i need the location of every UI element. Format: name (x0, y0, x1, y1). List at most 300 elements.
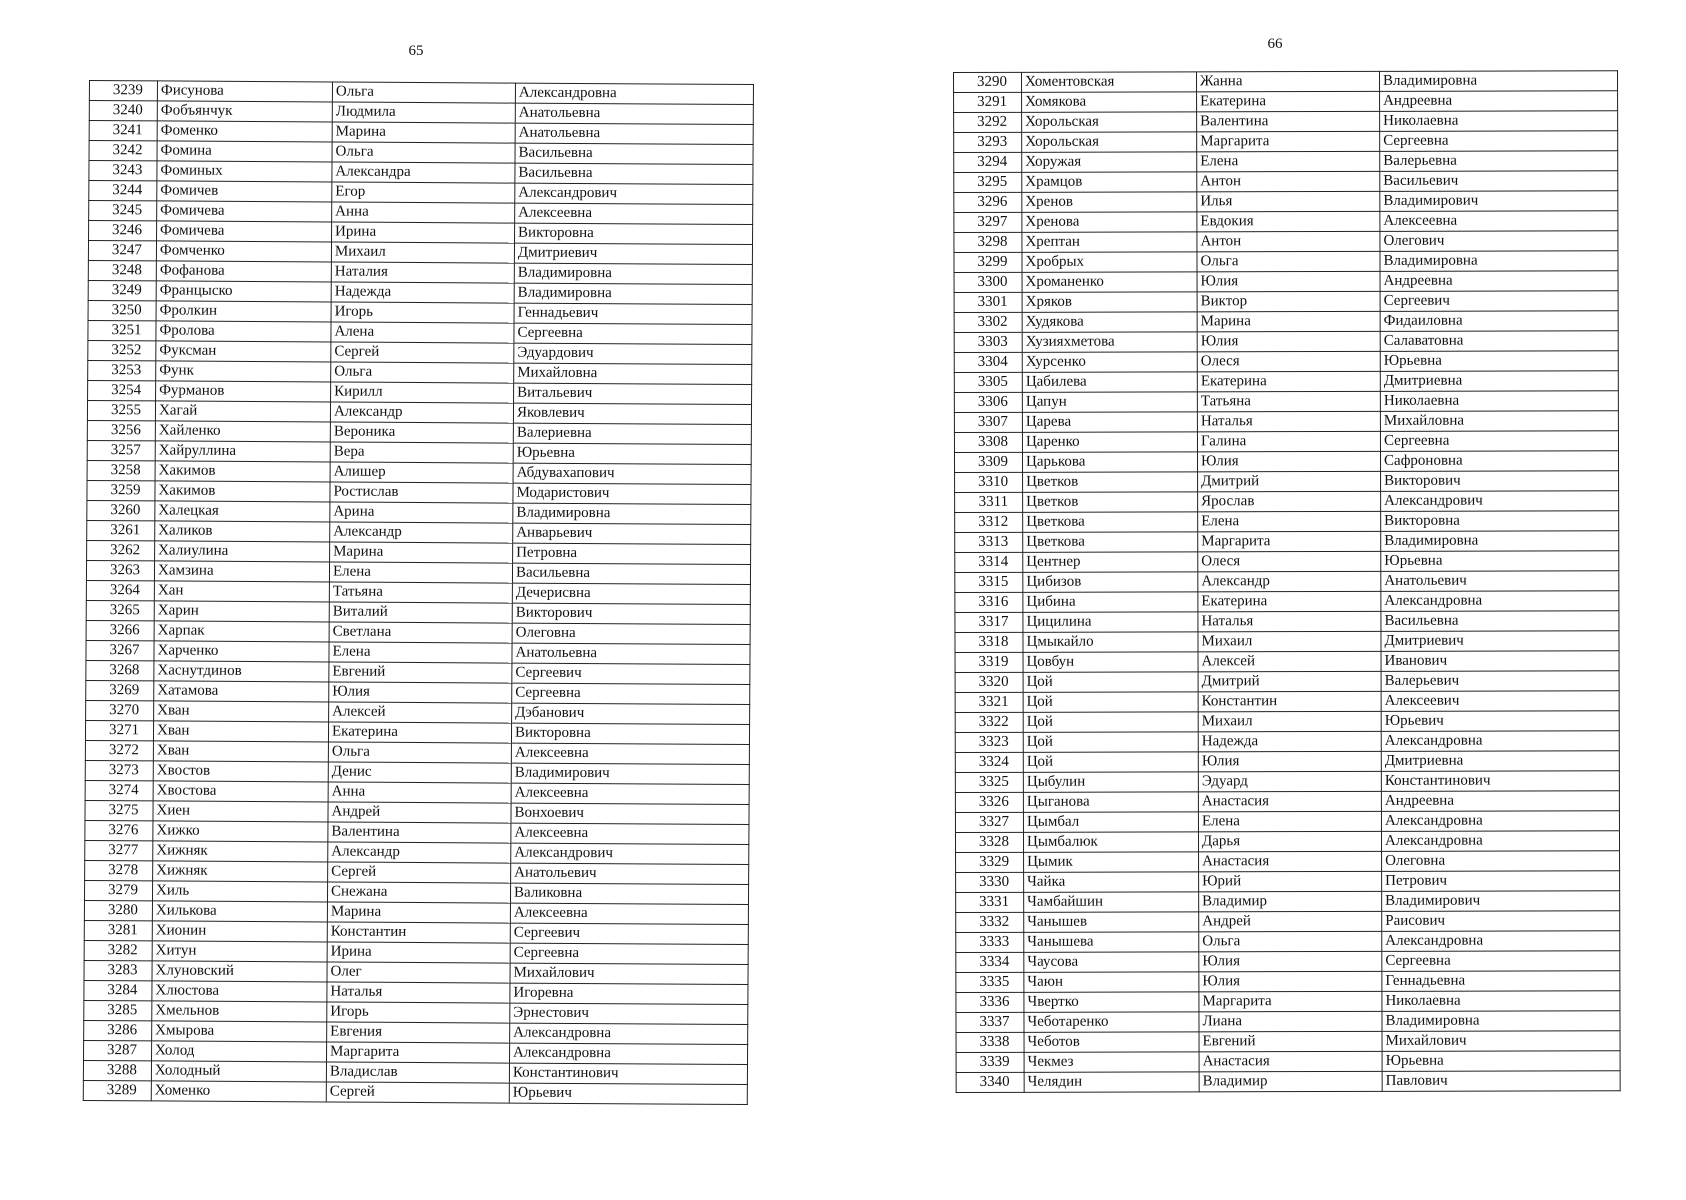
patronymic-cell: Владимирович (1382, 891, 1620, 912)
row-number-cell: 3332 (956, 912, 1024, 932)
last-name-cell: Цапун (1022, 392, 1197, 412)
patronymic-cell: Модаристович (513, 483, 751, 504)
patronymic-cell: Юрьевич (509, 1083, 747, 1104)
last-name-cell: Фобъянчук (157, 101, 332, 122)
patronymic-cell: Дмитриевна (1381, 751, 1619, 772)
last-name-cell: Харпак (154, 621, 329, 642)
last-name-cell: Цой (1023, 732, 1198, 752)
table-row (955, 691, 1619, 713)
last-name-cell: Фомичева (157, 201, 332, 222)
patronymic-cell: Валерьевич (1381, 671, 1619, 692)
patronymic-cell: Владимировна (1379, 71, 1617, 92)
row-number-cell: 3318 (955, 632, 1023, 652)
patronymic-cell: Алексеевна (515, 203, 753, 224)
last-name-cell: Хренов (1022, 192, 1197, 212)
row-number-cell: 3240 (89, 101, 157, 121)
table-row (954, 191, 1618, 213)
last-name-cell: Цой (1023, 752, 1198, 772)
first-name-cell: Михаил (331, 242, 514, 263)
row-number-cell: 3270 (86, 700, 154, 720)
last-name-cell: Хакимов (155, 481, 330, 502)
row-number-cell: 3249 (88, 280, 156, 300)
row-number-cell: 3261 (87, 520, 155, 540)
table-row (955, 591, 1619, 613)
last-name-cell: Цабилева (1022, 372, 1197, 392)
row-number-cell: 3285 (84, 1000, 152, 1020)
first-name-cell: Елена (329, 562, 512, 583)
patronymic-cell: Юрьевна (1380, 351, 1618, 372)
patronymic-cell: Сергеевна (1380, 431, 1618, 452)
row-number-cell: 3302 (954, 312, 1022, 332)
patronymic-cell: Анатольевна (515, 103, 753, 124)
patronymic-cell: Александровна (1381, 731, 1619, 752)
last-name-cell: Хмельнов (152, 1001, 327, 1022)
first-name-cell: Евгений (329, 662, 512, 683)
row-number-cell: 3309 (954, 452, 1022, 472)
last-name-cell: Хробрых (1022, 252, 1197, 272)
first-name-cell: Юлия (1197, 331, 1380, 351)
last-name-cell: Цымик (1024, 852, 1199, 872)
patronymic-cell: Сергеевна (1382, 951, 1620, 972)
row-number-cell: 3273 (85, 760, 153, 780)
table-row (956, 1051, 1620, 1073)
row-number-cell: 3253 (88, 360, 156, 380)
first-name-cell: Ольга (331, 362, 514, 383)
first-name-cell: Надежда (331, 282, 514, 303)
row-number-cell: 3287 (84, 1040, 152, 1060)
last-name-cell: Харченко (154, 641, 329, 662)
patronymic-cell: Павлович (1382, 1071, 1620, 1092)
table-row (954, 251, 1618, 273)
first-name-cell: Анна (328, 782, 511, 803)
last-name-cell: Цветков (1023, 492, 1198, 512)
last-name-cell: Хурсенко (1022, 352, 1197, 372)
first-name-cell: Владислав (326, 1062, 509, 1083)
table-row (954, 211, 1618, 233)
first-name-cell: Ирина (327, 942, 510, 963)
patronymic-cell: Владимировна (1381, 531, 1619, 552)
row-number-cell: 3333 (956, 932, 1024, 952)
first-name-cell: Егор (332, 182, 515, 203)
first-name-cell: Марина (332, 122, 515, 143)
last-name-cell: Хренова (1022, 212, 1197, 232)
row-number-cell: 3314 (955, 552, 1023, 572)
patronymic-cell: Васильевна (512, 563, 750, 584)
table-row (956, 991, 1620, 1013)
row-number-cell: 3313 (955, 532, 1023, 552)
row-number-cell: 3267 (86, 640, 154, 660)
first-name-cell: Ольга (1197, 251, 1380, 271)
first-name-cell: Виталий (329, 602, 512, 623)
last-name-cell: Хаснутдинов (154, 661, 329, 682)
table-row (956, 911, 1620, 933)
row-number-cell: 3307 (954, 412, 1022, 432)
patronymic-cell: Викторовна (1381, 511, 1619, 532)
table-row (954, 291, 1618, 313)
patronymic-cell: Юрьевна (513, 443, 751, 464)
table-row (954, 71, 1618, 93)
table-row (956, 871, 1620, 893)
first-name-cell: Юрий (1199, 871, 1382, 891)
last-name-cell: Хроманенко (1022, 272, 1197, 292)
patronymic-cell: Владимировна (1380, 251, 1618, 272)
row-number-cell: 3263 (86, 560, 154, 580)
first-name-cell: Ольга (328, 742, 511, 763)
patronymic-cell: Петровна (513, 543, 751, 564)
table-row (954, 171, 1618, 193)
last-name-cell: Хряков (1022, 292, 1197, 312)
row-number-cell: 3268 (86, 660, 154, 680)
first-name-cell: Владимир (1199, 1071, 1382, 1091)
first-name-cell: Юлия (1198, 751, 1381, 771)
first-name-cell: Ирина (332, 222, 515, 243)
row-number-cell: 3324 (955, 752, 1023, 772)
last-name-cell: Фомина (157, 141, 332, 162)
last-name-cell: Цмыкайло (1023, 632, 1198, 652)
first-name-cell: Михаил (1198, 711, 1381, 731)
last-name-cell: Царева (1022, 412, 1197, 432)
patronymic-cell: Алексеевна (511, 743, 749, 764)
row-number-cell: 3308 (954, 432, 1022, 452)
row-number-cell: 3320 (955, 672, 1023, 692)
table-row (955, 631, 1619, 653)
row-number-cell: 3247 (88, 241, 156, 261)
first-name-cell: Светлана (329, 622, 512, 643)
last-name-cell: Чеботаренко (1024, 1012, 1199, 1032)
row-number-cell: 3293 (954, 132, 1022, 152)
patronymic-cell: Дмитриевич (1381, 631, 1619, 652)
roster-table (953, 70, 1621, 1093)
first-name-cell: Анастасия (1199, 1051, 1382, 1071)
patronymic-cell: Владимирович (511, 763, 749, 784)
last-name-cell: Хвостов (153, 761, 328, 782)
first-name-cell: Маргарита (1199, 991, 1382, 1011)
patronymic-cell: Дэбанович (512, 703, 750, 724)
patronymic-cell: Владимировна (1382, 1011, 1620, 1032)
first-name-cell: Юлия (1199, 971, 1382, 991)
table-row (955, 831, 1619, 853)
row-number-cell: 3305 (954, 372, 1022, 392)
patronymic-cell: Васильевна (1381, 611, 1619, 632)
page-number: 66 (1267, 36, 1283, 52)
table-row (955, 571, 1619, 593)
patronymic-cell: Юрьевич (1381, 711, 1619, 732)
first-name-cell: Игорь (327, 1002, 510, 1023)
table-row (954, 331, 1618, 353)
last-name-cell: Хлуновский (152, 961, 327, 982)
first-name-cell: Антон (1197, 171, 1380, 191)
last-name-cell: Цибина (1023, 592, 1198, 612)
first-name-cell: Екатерина (328, 722, 511, 743)
last-name-cell: Цибизов (1023, 572, 1198, 592)
table-row (954, 431, 1618, 453)
patronymic-cell: Витальевич (514, 383, 752, 404)
last-name-cell: Цой (1023, 712, 1198, 732)
first-name-cell: Елена (1198, 511, 1381, 531)
row-number-cell: 3322 (955, 712, 1023, 732)
table-row (954, 151, 1618, 173)
first-name-cell: Алексей (1198, 651, 1381, 671)
last-name-cell: Хмырова (152, 1021, 327, 1042)
last-name-cell: Халиков (155, 521, 330, 542)
last-name-cell: Хатамова (154, 681, 329, 702)
row-number-cell: 3250 (88, 300, 156, 320)
first-name-cell: Людмила (332, 102, 515, 123)
patronymic-cell: Сергеевич (512, 663, 750, 684)
last-name-cell: Цветков (1023, 472, 1198, 492)
row-number-cell: 3254 (88, 380, 156, 400)
row-number-cell: 3330 (956, 872, 1024, 892)
table-row (955, 711, 1619, 733)
last-name-cell: Фоменко (157, 121, 332, 142)
patronymic-cell: Валерьевна (1380, 151, 1618, 172)
first-name-cell: Александр (1198, 571, 1381, 591)
first-name-cell: Дарья (1198, 831, 1381, 851)
first-name-cell: Константин (327, 922, 510, 943)
first-name-cell: Олеся (1197, 351, 1380, 371)
last-name-cell: Чанышев (1024, 912, 1199, 932)
last-name-cell: Чаусова (1024, 952, 1199, 972)
row-number-cell: 3274 (85, 780, 153, 800)
row-number-cell: 3290 (954, 72, 1022, 92)
first-name-cell: Алена (331, 322, 514, 343)
table-row (954, 371, 1618, 393)
last-name-cell: Хитун (152, 941, 327, 962)
row-number-cell: 3300 (954, 272, 1022, 292)
first-name-cell: Валентина (328, 822, 511, 843)
first-name-cell: Елена (1198, 811, 1381, 831)
first-name-cell: Олеся (1198, 551, 1381, 571)
table-row (955, 751, 1619, 773)
last-name-cell: Царькова (1022, 452, 1197, 472)
first-name-cell: Екатерина (1197, 371, 1380, 391)
patronymic-cell: Юрьевна (1382, 1051, 1620, 1072)
last-name-cell: Хорольская (1022, 132, 1197, 152)
first-name-cell: Наталья (1198, 611, 1381, 631)
patronymic-cell: Васильевич (1380, 171, 1618, 192)
patronymic-cell: Васильевна (515, 163, 753, 184)
row-number-cell: 3329 (956, 852, 1024, 872)
first-name-cell: Игорь (331, 302, 514, 323)
table-row (955, 491, 1619, 513)
row-number-cell: 3284 (84, 980, 152, 1000)
patronymic-cell: Алексеевна (511, 823, 749, 844)
first-name-cell: Екатерина (1197, 91, 1380, 111)
first-name-cell: Наталия (331, 262, 514, 283)
last-name-cell: Функ (156, 361, 331, 382)
patronymic-cell: Олеговна (1382, 851, 1620, 872)
table-row (956, 1011, 1620, 1033)
last-name-cell: Чанышева (1024, 932, 1199, 952)
first-name-cell: Юлия (329, 682, 512, 703)
row-number-cell: 3292 (954, 112, 1022, 132)
row-number-cell: 3304 (954, 352, 1022, 372)
row-number-cell: 3289 (83, 1080, 151, 1100)
row-number-cell: 3257 (87, 440, 155, 460)
table-row (955, 531, 1619, 553)
first-name-cell: Марина (1197, 311, 1380, 331)
first-name-cell: Александра (332, 162, 515, 183)
last-name-cell: Фуксман (156, 341, 331, 362)
first-name-cell: Екатерина (1198, 591, 1381, 611)
last-name-cell: Челядин (1024, 1072, 1199, 1092)
patronymic-cell: Дмитриевна (1380, 371, 1618, 392)
patronymic-cell: Михайлович (510, 963, 748, 984)
last-name-cell: Хоментовская (1022, 72, 1197, 92)
first-name-cell: Илья (1197, 191, 1380, 211)
last-name-cell: Фомичева (157, 221, 332, 242)
row-number-cell: 3319 (955, 652, 1023, 672)
row-number-cell: 3272 (85, 740, 153, 760)
first-name-cell: Андрей (328, 802, 511, 823)
last-name-cell: Фомченко (156, 241, 331, 262)
patronymic-cell: Сафроновна (1380, 451, 1618, 472)
row-number-cell: 3288 (83, 1060, 151, 1080)
row-number-cell: 3338 (956, 1032, 1024, 1052)
last-name-cell: Хван (154, 701, 329, 722)
row-number-cell: 3291 (954, 92, 1022, 112)
last-name-cell: Хайруллина (155, 441, 330, 462)
last-name-cell: Харин (154, 601, 329, 622)
row-number-cell: 3279 (84, 880, 152, 900)
first-name-cell: Анастасия (1199, 851, 1382, 871)
table-row (954, 451, 1618, 473)
patronymic-cell: Александровна (1381, 831, 1619, 852)
table-row (954, 91, 1618, 113)
first-name-cell: Маргарита (327, 1042, 510, 1063)
last-name-cell: Хузияхметова (1022, 332, 1197, 352)
last-name-cell: Цой (1023, 692, 1198, 712)
last-name-cell: Чамбайшин (1024, 892, 1199, 912)
row-number-cell: 3335 (956, 972, 1024, 992)
row-number-cell: 3244 (89, 181, 157, 201)
table-row (956, 931, 1620, 953)
patronymic-cell: Александрович (1381, 491, 1619, 512)
patronymic-cell: Андреевна (1380, 271, 1618, 292)
last-name-cell: Фисунова (157, 81, 332, 102)
row-number-cell: 3328 (955, 832, 1023, 852)
patronymic-cell: Николаевна (1380, 111, 1618, 132)
table-row (955, 551, 1619, 573)
first-name-cell: Анна (332, 202, 515, 223)
patronymic-cell: Алексеевна (511, 783, 749, 804)
row-number-cell: 3280 (84, 900, 152, 920)
last-name-cell: Хоружая (1022, 152, 1197, 172)
row-number-cell: 3339 (956, 1052, 1024, 1072)
row-number-cell: 3295 (954, 172, 1022, 192)
last-name-cell: Хайленко (155, 421, 330, 442)
row-number-cell: 3243 (89, 161, 157, 181)
last-name-cell: Хвостова (153, 781, 328, 802)
first-name-cell: Ольга (1199, 931, 1382, 951)
row-number-cell: 3265 (86, 600, 154, 620)
first-name-cell: Эдуард (1198, 771, 1381, 791)
patronymic-cell: Александровна (1381, 591, 1619, 612)
last-name-cell: Чаюн (1024, 972, 1199, 992)
first-name-cell: Татьяна (329, 582, 512, 603)
first-name-cell: Александр (330, 402, 513, 423)
first-name-cell: Денис (328, 762, 511, 783)
last-name-cell: Царенко (1022, 432, 1197, 452)
last-name-cell: Хлюстова (152, 981, 327, 1002)
table-row (954, 231, 1618, 253)
last-name-cell: Хионин (152, 921, 327, 942)
patronymic-cell: Александровна (510, 1043, 748, 1064)
table-row (83, 1080, 747, 1104)
patronymic-cell: Викторовна (515, 223, 753, 244)
patronymic-cell: Сергеевна (510, 943, 748, 964)
patronymic-cell: Михайловна (1380, 411, 1618, 432)
last-name-cell: Чеботов (1024, 1032, 1199, 1052)
patronymic-cell: Олегович (1380, 231, 1618, 252)
first-name-cell: Арина (330, 502, 513, 523)
patronymic-cell: Константинович (509, 1063, 747, 1084)
row-number-cell: 3259 (87, 480, 155, 500)
first-name-cell: Ростислав (330, 482, 513, 503)
last-name-cell: Чайка (1024, 872, 1199, 892)
last-name-cell: Фурманов (156, 381, 331, 402)
row-number-cell: 3325 (955, 772, 1023, 792)
first-name-cell: Наталья (327, 982, 510, 1003)
last-name-cell: Цымбал (1023, 812, 1198, 832)
row-number-cell: 3323 (955, 732, 1023, 752)
row-number-cell: 3255 (87, 400, 155, 420)
last-name-cell: Храмцов (1022, 172, 1197, 192)
patronymic-cell: Александровна (1381, 811, 1619, 832)
last-name-cell: Хилькова (152, 901, 327, 922)
first-name-cell: Анастасия (1198, 791, 1381, 811)
patronymic-cell: Валериевна (513, 423, 751, 444)
patronymic-cell: Анатольевич (1381, 571, 1619, 592)
patronymic-cell: Фидаиловна (1380, 311, 1618, 332)
first-name-cell: Дмитрий (1198, 471, 1381, 491)
first-name-cell: Снежана (327, 882, 510, 903)
patronymic-cell: Вонхоевич (511, 803, 749, 824)
row-number-cell: 3275 (85, 800, 153, 820)
last-name-cell: Фоминых (157, 161, 332, 182)
last-name-cell: Худякова (1022, 312, 1197, 332)
patronymic-cell: Алексеевна (1380, 211, 1618, 232)
table-row (954, 311, 1618, 333)
last-name-cell: Хорольская (1022, 112, 1197, 132)
patronymic-cell: Салаватовна (1380, 331, 1618, 352)
first-name-cell: Олег (327, 962, 510, 983)
patronymic-cell: Александровна (510, 1023, 748, 1044)
last-name-cell: Хамзина (154, 561, 329, 582)
last-name-cell: Цой (1023, 672, 1198, 692)
patronymic-cell: Анатольевна (515, 123, 753, 144)
first-name-cell: Евдокия (1197, 211, 1380, 231)
patronymic-cell: Александрович (515, 183, 753, 204)
patronymic-cell: Геннадьевич (514, 303, 752, 324)
row-number-cell: 3316 (955, 592, 1023, 612)
roster-table (83, 80, 754, 1105)
patronymic-cell: Михайловна (514, 363, 752, 384)
row-number-cell: 3327 (955, 812, 1023, 832)
patronymic-cell: Викторович (1381, 471, 1619, 492)
row-number-cell: 3317 (955, 612, 1023, 632)
patronymic-cell: Владимировна (514, 263, 752, 284)
patronymic-cell: Андреевна (1380, 91, 1618, 112)
row-number-cell: 3246 (89, 221, 157, 241)
table-row (954, 271, 1618, 293)
patronymic-cell: Юрьевна (1381, 551, 1619, 572)
first-name-cell: Надежда (1198, 731, 1381, 751)
patronymic-cell: Игоревна (510, 983, 748, 1004)
patronymic-cell: Викторович (512, 603, 750, 624)
first-name-cell: Татьяна (1197, 391, 1380, 411)
patronymic-cell: Анатольевич (511, 863, 749, 884)
